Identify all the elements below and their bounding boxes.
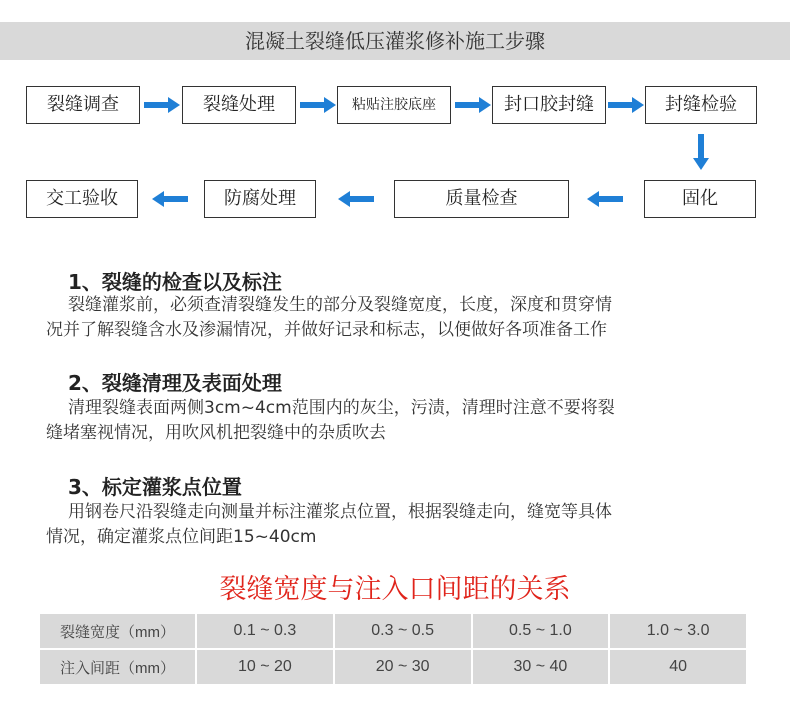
table-row-label: 注入间距（mm） — [39, 649, 196, 685]
arrow-icon — [144, 97, 180, 113]
table-cell: 40 — [609, 649, 747, 685]
table-row — [39, 613, 747, 649]
flow-step-seal-inspect: 封缝检验 — [645, 86, 757, 124]
section-line: 用钢卷尺沿裂缝走向测量并标注灌浆点位置，根据裂缝走向，缝宽等具体 — [68, 502, 612, 522]
arrow-icon — [455, 97, 491, 113]
table-cell: 30 ~ 40 — [472, 649, 610, 685]
arrow-icon — [693, 134, 709, 170]
section-title-1: 1、裂缝的检查以及标注 — [68, 270, 282, 294]
section-line: 况并了解裂缝含水及渗漏情况，并做好记录和标志，以便做好各项准备工作 — [46, 320, 607, 340]
section-line: 缝堵塞视情况，用吹风机把裂缝中的杂质吹去 — [46, 423, 386, 443]
flow-step-treatment: 裂缝处理 — [182, 86, 296, 124]
section-body-2 — [46, 396, 746, 446]
page-title-banner — [0, 22, 790, 60]
table-cell: 10 ~ 20 — [196, 649, 334, 685]
relation-table — [38, 612, 748, 686]
flow-step-acceptance: 交工验收 — [26, 180, 138, 218]
arrow-icon — [608, 97, 644, 113]
section-line: 清理裂缝表面两侧3cm~4cm范围内的灰尘，污渍，清理时注意不要将裂 — [68, 398, 615, 418]
arrow-icon — [152, 191, 188, 207]
flow-step-paste-base: 粘贴注胶底座 — [337, 86, 451, 124]
table-cell: 20 ~ 30 — [334, 649, 472, 685]
table-cell: 0.3 ~ 0.5 — [334, 613, 472, 649]
section-line: 裂缝灌浆前，必须查清裂缝发生的部分及裂缝宽度，长度，深度和贯穿情 — [68, 295, 612, 315]
page-title: 混凝土裂缝低压灌浆修补施工步骤 — [245, 29, 545, 53]
table-cell: 1.0 ~ 3.0 — [609, 613, 747, 649]
section-body-1 — [46, 293, 746, 343]
flow-step-anticorrosion: 防腐处理 — [204, 180, 316, 218]
flow-step-quality-check: 质量检查 — [394, 180, 569, 218]
flow-step-cure: 固化 — [644, 180, 756, 218]
flow-step-seal: 封口胶封缝 — [492, 86, 606, 124]
table-row — [39, 649, 747, 685]
section-title-3: 3、标定灌浆点位置 — [68, 475, 242, 499]
relation-title: 裂缝宽度与注入口间距的关系 — [219, 574, 571, 605]
section-line: 情况，确定灌浆点位间距15~40cm — [46, 527, 317, 547]
flow-step-survey: 裂缝调查 — [26, 86, 140, 124]
arrow-icon — [338, 191, 374, 207]
table-cell: 0.1 ~ 0.3 — [196, 613, 334, 649]
section-title-2: 2、裂缝清理及表面处理 — [68, 371, 282, 395]
arrow-icon — [587, 191, 623, 207]
section-body-3 — [46, 500, 746, 550]
arrow-icon — [300, 97, 336, 113]
table-row-label: 裂缝宽度（mm） — [39, 613, 196, 649]
table-cell: 0.5 ~ 1.0 — [472, 613, 610, 649]
